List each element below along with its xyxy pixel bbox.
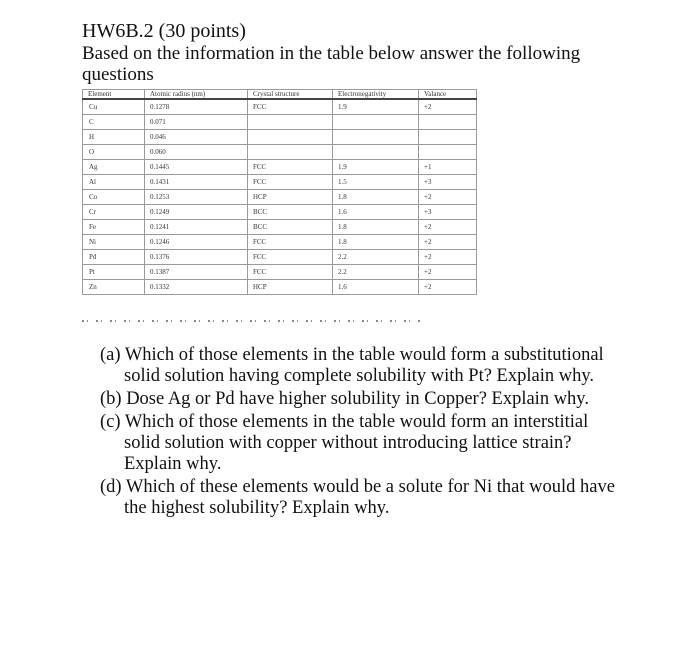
cell-electronegativity: 1.6 bbox=[333, 205, 419, 220]
element-properties-table bbox=[82, 89, 477, 295]
cell-crystal-structure: FCC bbox=[248, 175, 333, 190]
cell-atomic-radius: 0.1253 bbox=[145, 190, 248, 205]
cell-electronegativity: 1.8 bbox=[333, 220, 419, 235]
cell-atomic-radius: 0.1445 bbox=[145, 160, 248, 175]
cell-atomic-radius: 0.060 bbox=[145, 145, 248, 160]
cell-atomic-radius: 0.1278 bbox=[145, 99, 248, 115]
cell-electronegativity: 1.5 bbox=[333, 175, 419, 190]
cell-electronegativity: 1.9 bbox=[333, 99, 419, 115]
cell-electronegativity: 1.8 bbox=[333, 190, 419, 205]
cell-atomic-radius: 0.1246 bbox=[145, 235, 248, 250]
cell-electronegativity: 2.2 bbox=[333, 265, 419, 280]
table-row bbox=[83, 280, 477, 295]
cell-crystal-structure: BCC bbox=[248, 220, 333, 235]
cell-crystal-structure: BCC bbox=[248, 205, 333, 220]
cell-atomic-radius: 0.071 bbox=[145, 115, 248, 130]
cell-electronegativity bbox=[333, 145, 419, 160]
table-row bbox=[83, 99, 477, 115]
cell-electronegativity: 1.8 bbox=[333, 235, 419, 250]
cell-valance: +2 bbox=[419, 235, 477, 250]
table-row bbox=[83, 160, 477, 175]
cell-element: H bbox=[83, 130, 145, 145]
header-atomic-radius: Atomic radius (nm) bbox=[145, 90, 248, 100]
problem-intro: Based on the information in the table below answer the following questions bbox=[82, 43, 581, 85]
cropped-caption-remnant bbox=[82, 320, 422, 322]
cell-valance bbox=[419, 115, 477, 130]
question-d: (d) Which of these elements would be a solute for Ni that would have the highest solubility? Explain why. bbox=[100, 477, 615, 518]
header-electronegativity: Electronegativity bbox=[333, 90, 419, 100]
table-row bbox=[83, 115, 477, 130]
cell-element: Pd bbox=[83, 250, 145, 265]
cell-atomic-radius: 0.1376 bbox=[145, 250, 248, 265]
cell-crystal-structure: FCC bbox=[248, 235, 333, 250]
cell-element: Pt bbox=[83, 265, 145, 280]
question-c: (c) Which of those elements in the table would form an interstitial solid solution with copper without introducing lattice strain? Explain why. bbox=[100, 412, 589, 474]
cell-atomic-radius: 0.046 bbox=[145, 130, 248, 145]
cell-atomic-radius: 0.1241 bbox=[145, 220, 248, 235]
cell-electronegativity: 1.6 bbox=[333, 280, 419, 295]
header-crystal-structure: Crystal structure bbox=[248, 90, 333, 100]
cell-valance: +2 bbox=[419, 190, 477, 205]
cell-atomic-radius: 0.1332 bbox=[145, 280, 248, 295]
cell-atomic-radius: 0.1249 bbox=[145, 205, 248, 220]
table-row bbox=[83, 235, 477, 250]
cell-element: C bbox=[83, 115, 145, 130]
cell-valance: +2 bbox=[419, 220, 477, 235]
cell-crystal-structure: FCC bbox=[248, 250, 333, 265]
question-a: (a) Which of those elements in the table would form a substitutional solid solution having complete solubility with Pt? Explain why. bbox=[100, 345, 604, 386]
table-row bbox=[83, 175, 477, 190]
cell-electronegativity: 2.2 bbox=[333, 250, 419, 265]
table-row bbox=[83, 250, 477, 265]
cell-valance: +1 bbox=[419, 160, 477, 175]
cell-atomic-radius: 0.1387 bbox=[145, 265, 248, 280]
cell-valance: +2 bbox=[419, 280, 477, 295]
cell-valance bbox=[419, 145, 477, 160]
table-header-row bbox=[83, 90, 477, 100]
cell-crystal-structure bbox=[248, 115, 333, 130]
cell-element: Al bbox=[83, 175, 145, 190]
table-row bbox=[83, 190, 477, 205]
cell-element: O bbox=[83, 145, 145, 160]
cell-valance bbox=[419, 130, 477, 145]
cell-valance: +2 bbox=[419, 250, 477, 265]
cell-crystal-structure: FCC bbox=[248, 160, 333, 175]
table-row bbox=[83, 265, 477, 280]
cell-crystal-structure bbox=[248, 130, 333, 145]
table-row bbox=[83, 130, 477, 145]
cell-element: Zn bbox=[83, 280, 145, 295]
cell-element: Ag bbox=[83, 160, 145, 175]
cell-valance: +3 bbox=[419, 205, 477, 220]
table-row bbox=[83, 145, 477, 160]
question-b: (b) Dose Ag or Pd have higher solubility in Copper? Explain why. bbox=[100, 389, 589, 409]
table-row bbox=[83, 220, 477, 235]
cell-valance: +2 bbox=[419, 265, 477, 280]
cell-electronegativity bbox=[333, 130, 419, 145]
cell-element: Ni bbox=[83, 235, 145, 250]
problem-title: HW6B.2 (30 points) bbox=[82, 20, 246, 42]
cell-electronegativity: 1.9 bbox=[333, 160, 419, 175]
cell-crystal-structure: HCP bbox=[248, 190, 333, 205]
cell-valance: +3 bbox=[419, 175, 477, 190]
cell-element: Fe bbox=[83, 220, 145, 235]
cell-crystal-structure: FCC bbox=[248, 265, 333, 280]
cell-crystal-structure: HCP bbox=[248, 280, 333, 295]
cell-electronegativity bbox=[333, 115, 419, 130]
cell-element: Co bbox=[83, 190, 145, 205]
question-list bbox=[100, 345, 620, 521]
cell-atomic-radius: 0.1431 bbox=[145, 175, 248, 190]
header-element: Element bbox=[83, 90, 145, 100]
properties-table-container bbox=[82, 89, 476, 295]
table-row bbox=[83, 205, 477, 220]
cell-valance: +2 bbox=[419, 99, 477, 115]
header-valance: Valance bbox=[419, 90, 477, 100]
cell-element: Cu bbox=[83, 99, 145, 115]
cell-crystal-structure bbox=[248, 145, 333, 160]
cell-element: Cr bbox=[83, 205, 145, 220]
cell-crystal-structure: FCC bbox=[248, 99, 333, 115]
